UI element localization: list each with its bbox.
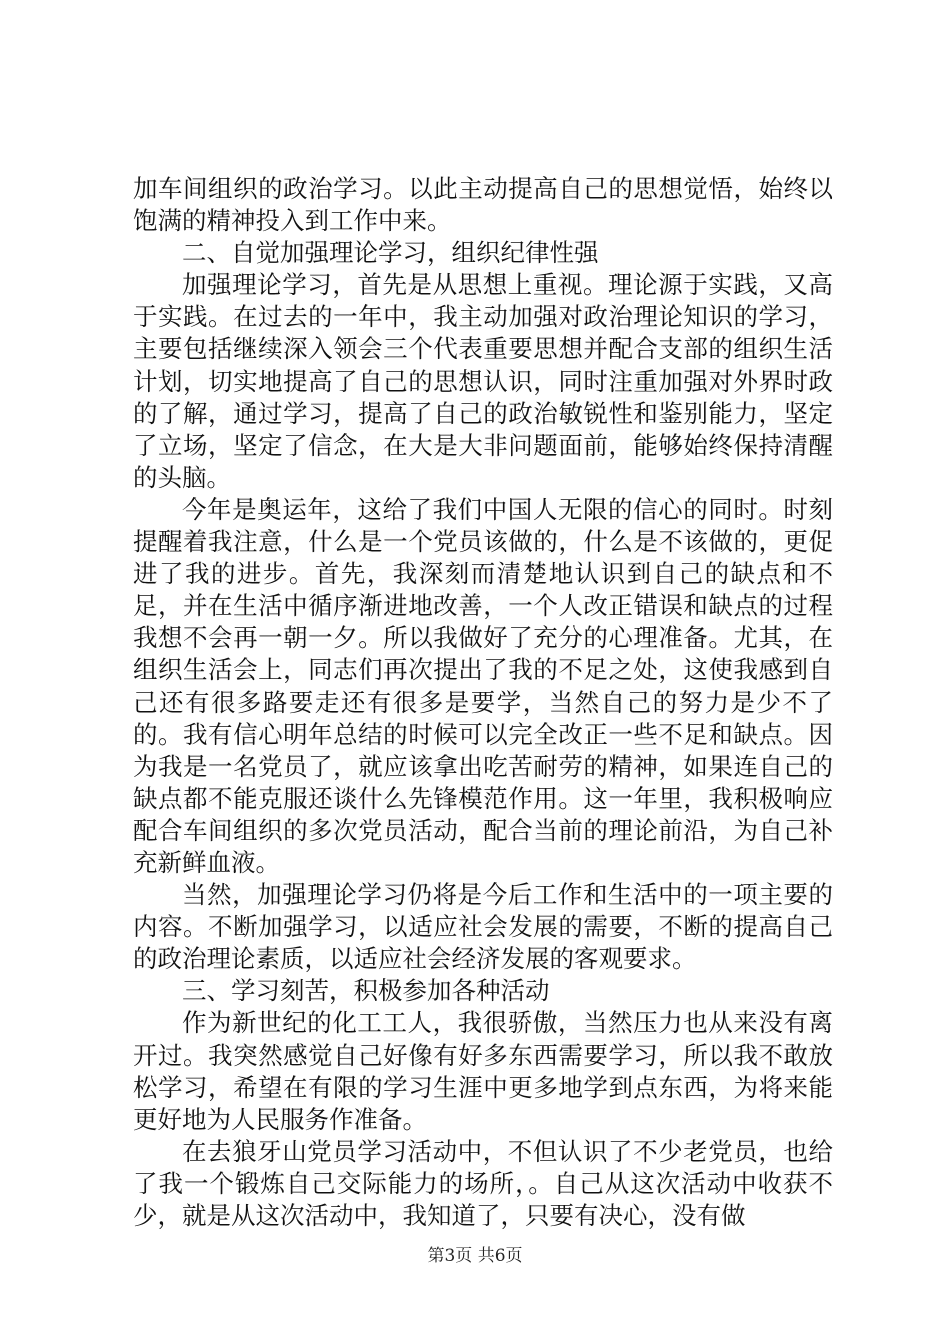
paragraph-1: 加车间组织的政治学习。以此主动提高自己的思想觉悟，始终以饱满的精神投入到工作中来。 <box>133 174 833 236</box>
document-body <box>133 173 833 1232</box>
section-heading-2: 二、自觉加强理论学习，组织纪律性强 <box>182 238 599 268</box>
paragraph-5: 当然，加强理论学习仍将是今后工作和生活中的一项主要的内容。不断加强学习，以适应社会发展的需要，不断的提高自己的政治理论素质，以适应社会经济发展的客观要求。 <box>133 880 833 974</box>
page-number-footer: 第3页 共6页 <box>427 1246 523 1266</box>
paragraph-4: 今年是奥运年，这给了我们中国人无限的信心的同时。时刻提醒着我注意，什么是一个党员该做的，什么是不该做的，更促进了我的进步。首先，我深刻而清楚地认识到自己的缺点和不足，并在生活中循序渐进地改善，一个人改正错误和缺点的过程我想不会再一朝一夕。所以我做好了充分的心理准备。尤其，在组织生活会上，同志们再次提出了我的不足之处，这使我感到自己还有很多路要走还有很多是要学，当然自己的努力是少不了的。我有信心明年总结的时候可以完全改正一些不足和缺点。因为我是一名党员了，就应该拿出吃苦耐劳的精神，如果连自己的缺点都不能克服还谈什么先锋模范作用。这一年里，我积极响应配合车间组织的多次党员活动，配合当前的理论前沿，为自己补充新鲜血液。 <box>133 494 833 877</box>
section-heading-3: 三、学习刻苦，积极参加各种活动 <box>182 976 550 1006</box>
paragraph-8: 在去狼牙山党员学习活动中，不但认识了不少老党员，也给了我一个锻炼自己交际能力的场所，。自己从这次活动中收获不少，就是从这次活动中，我知道了，只要有决心，没有做 <box>133 1136 833 1230</box>
paragraph-3: 加强理论学习，首先是从思想上重视。理论源于实践，又高于实践。在过去的一年中，我主动加强对政治理论知识的学习，主要包括继续深入领会三个代表重要思想并配合支部的组织生活计划，切实地提高了自己的思想认识，同时注重加强对外界时政的了解，通过学习，提高了自己的政治敏锐性和鉴别能力，坚定了立场，坚定了信念，在大是大非问题面前，能够始终保持清醒的头脑。 <box>133 270 833 492</box>
paragraph-7: 作为新世纪的化工工人，我很骄傲，当然压力也从来没有离开过。我突然感觉自己好像有好多东西需要学习，所以我不敢放松学习，希望在有限的学习生涯中更多地学到点东西，为将来能更好地为人民服务作准备。 <box>133 1008 833 1134</box>
